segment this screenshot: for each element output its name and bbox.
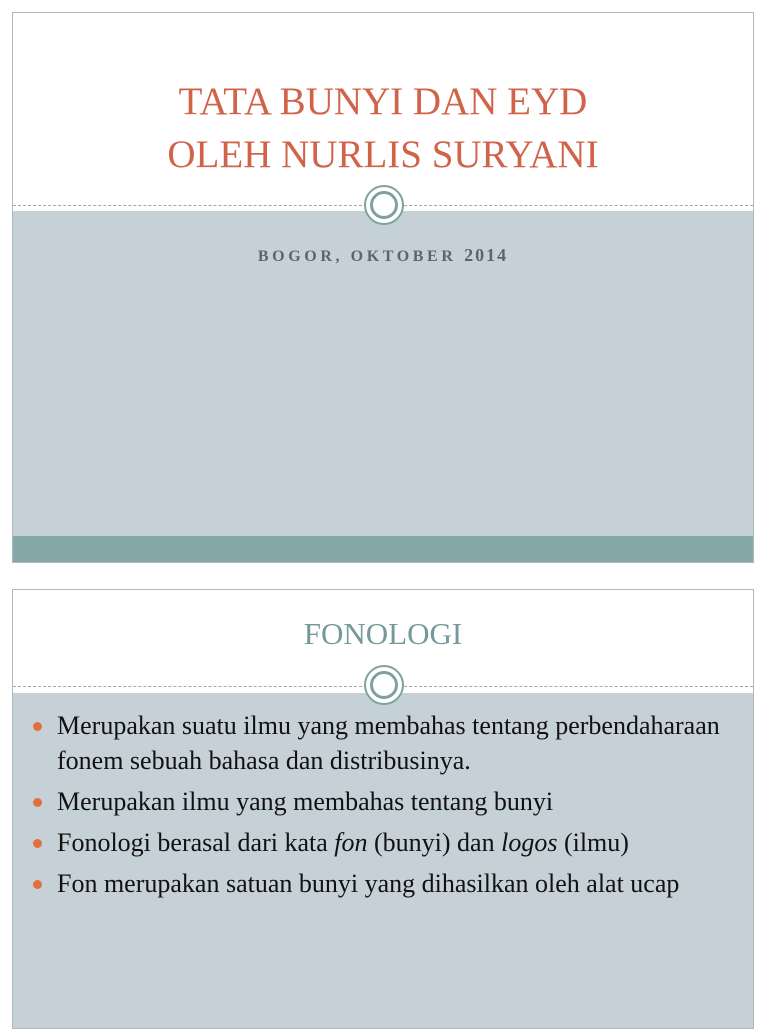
bullet-icon [33,839,42,848]
title-area [13,13,753,206]
bullet-icon [33,880,42,889]
bottom-band [13,536,753,562]
slide-fonologi [12,589,754,1029]
bullet-text: Merupakan ilmu yang membahas tentang bunyi [57,787,554,816]
bullet-item [29,825,723,860]
subtitle-year: 2014 [464,245,509,265]
bullet-item [29,866,723,901]
bullet-term-logos: logos [501,828,558,857]
bullet-item [29,784,723,819]
bullet-text [57,828,629,857]
slide-heading: FONOLOGI [303,616,463,651]
title-line-1: TATA BUNYI DAN EYD [178,80,588,123]
title-line-2: OLEH NURLIS SURYANI [167,133,599,176]
bullet-text-part: (ilmu) [557,828,629,857]
presentation-title [13,75,753,181]
subtitle [13,245,753,266]
bullet-icon [33,722,42,731]
bullet-icon [33,798,42,807]
bullet-list [29,708,723,907]
circle-ornament-icon [364,185,404,225]
bullet-text: Merupakan suatu ilmu yang membahas tentang perbendaharaan fonem sebuah bahasa dan distribusinya. [57,711,720,775]
bullet-text: Fon merupakan satuan bunyi yang dihasilkan oleh alat ucap [57,869,680,898]
bullet-term-fon: fon [334,828,368,857]
subtitle-location-date: BOGOR, OKTOBER [257,248,465,265]
circle-ornament-icon [364,665,404,705]
bullet-text-part: (bunyi) dan [367,828,502,857]
bullet-text-part: Fonologi berasal dari kata [57,828,335,857]
bullet-item [29,708,723,778]
slide-title [12,12,754,563]
